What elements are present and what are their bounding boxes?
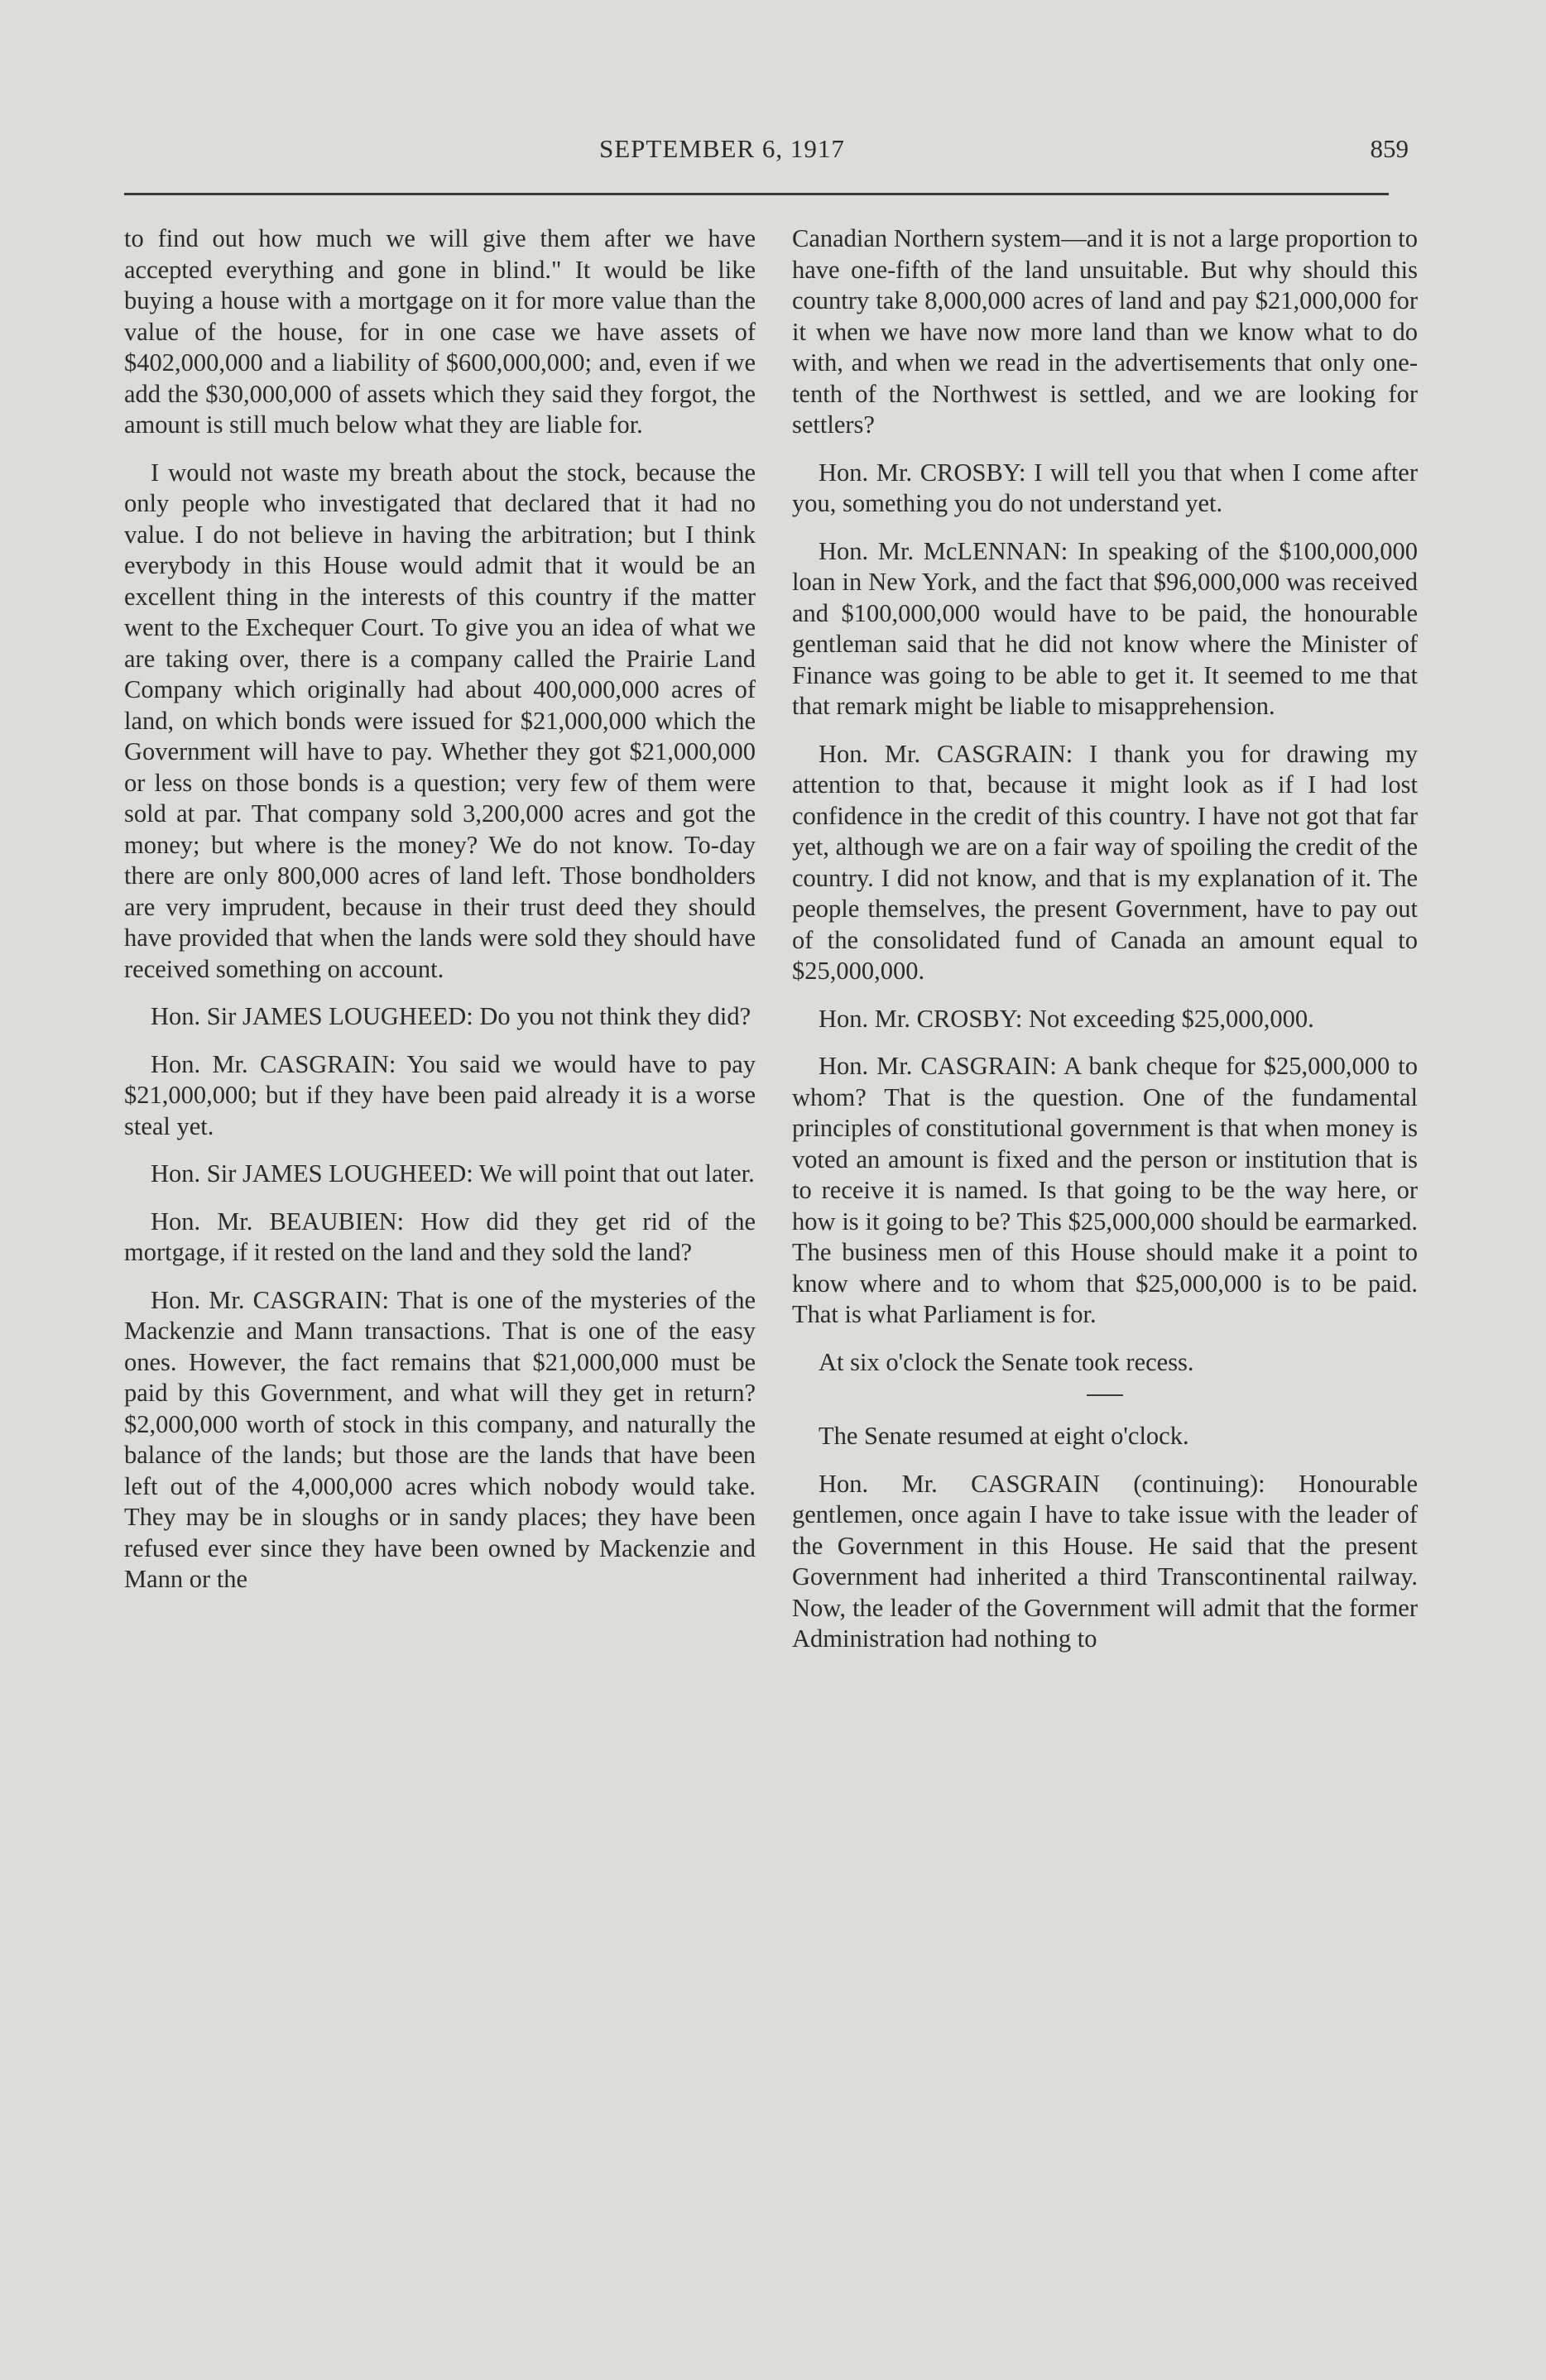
paragraph: Hon. Mr. CASGRAIN: That is one of the mysteries of the Mackenzie and Mann transactions. That is one of the easy ones. However, the fact remains that $21,000,000 must be paid by this Government, and what will they get in return? $2,000,000 worth of stock in this company, and naturally the balance of the lands; but those are the lands that have been left out of the 4,000,000 acres which nobody would take. They may be in sloughs or in sandy places; they have been refused ever since they have been owned by Mackenzie and Mann or the — [124, 1285, 756, 1593]
resumed-note: The Senate resumed at eight o'clock. — [819, 1422, 1189, 1450]
paragraph: Hon. Mr. CROSBY: I will tell you that when I come after you, something you do not understand yet. — [792, 458, 1418, 517]
right-column — [792, 223, 1418, 1655]
paragraph: I would not waste my breath about the stock, because the only people who investigated that declared that it had no value. I do not believe in having the arbitration; but I think everybody in this House would admit that it would be an excellent thing in the interests of this country if the matter went to the Exchequer Court. To give you an idea of what we are taking over, there is a company called the Prairie Land Company which originally had about 400,000,000 acres of land, on which bonds were issued for $21,000,000 which the Government will have to pay. Whether they got $21,000,000 or less on those bonds is a question; very few of them were sold at par. That company sold 3,200,000 acres and got the money; but where is the money? We do not know. To-day there are only 800,000 acres of land left. Those bondholders are very imprudent, because in their trust deed they should have provided that when the lands were sold they should have received something on account. — [124, 458, 756, 983]
paragraph: Hon. Mr. CASGRAIN: You said we would have to pay $21,000,000; but if they have been paid already it is a worse steal yet. — [124, 1049, 756, 1140]
paragraph: Hon. Sir JAMES LOUGHEED: Do you not think they did? — [151, 1002, 751, 1030]
paragraph: Hon. Mr. CASGRAIN: I thank you for drawing my attention to that, because it might look as if I had lost confidence in the credit of this country. I have not got that far yet, although we are on a fair way of spoiling the credit of the country. I did not know, and that is my explanation of it. The people themselves, the present Government, have to pay out of the consolidated fund of Canada an amount equal to $25,000,000. — [792, 739, 1418, 985]
paragraph: Hon. Mr. CASGRAIN: A bank cheque for $25,000,000 to whom? That is the question. One of the fundamental principles of constitutional government is that when money is voted an amount is fixed and the person or institution that is to receive it is named. Is that going to be the way here, or how is it going to be? This $25,000,000 should be earmarked. The business men of this House should make it a point to know where and to whom that $25,000,000 is to be paid. That is what Parliament is for. — [792, 1052, 1418, 1328]
header-rule — [124, 193, 1389, 195]
paragraph: Hon. Mr. CASGRAIN (continuing): Honourable gentlemen, once again I have to take issue with the leader of the Government in this House. He said that the present Government had inherited a third Transcontinental railway. Now, the leader of the Government will admit that the former Administration had nothing to — [792, 1469, 1418, 1653]
left-column — [124, 223, 756, 1595]
page-header — [0, 134, 1546, 170]
paragraph: Hon. Mr. BEAUBIEN: How did they get rid of the mortgage, if it rested on the land and they sold the land? — [124, 1207, 756, 1266]
paragraph: to find out how much we will give them after we have accepted everything and gone in blind." It would be like buying a house with a mortgage on it for more value than the value of the house, for in one case we have assets of $402,000,000 and a liability of $600,000,000; and, even if we add the $30,000,000 of assets which they said they forgot, the amount is still much below what they are liable for. — [124, 224, 756, 439]
running-head-date: SEPTEMBER 6, 1917 — [599, 134, 845, 163]
paragraph: Hon. Mr. CROSBY: Not exceeding $25,000,000. — [819, 1004, 1314, 1033]
paragraph: Hon. Mr. McLENNAN: In speaking of the $100,000,000 loan in New York, and the fact that $96,000,000 was received and $100,000,000 would have to be paid, the honourable gentleman said that he did not know where the Minister of Finance was going to be able to get it. It seemed to me that that remark might be liable to misapprehension. — [792, 536, 1418, 720]
section-divider — [1087, 1394, 1123, 1396]
paragraph: Canadian Northern system—and it is not a large proportion to have one-fifth of the land unsuitable. But why should this country take 8,000,000 acres of land and pay $21,000,000 for it when we have now more land than we know what to do with, and when we read in the advertisements that only one-tenth of the Northwest is settled, and we are looking for settlers? — [792, 224, 1418, 439]
paragraph: Hon. Sir JAMES LOUGHEED: We will point that out later. — [151, 1159, 755, 1188]
recess-note: At six o'clock the Senate took recess. — [819, 1347, 1194, 1376]
page-number: 859 — [1370, 134, 1409, 163]
